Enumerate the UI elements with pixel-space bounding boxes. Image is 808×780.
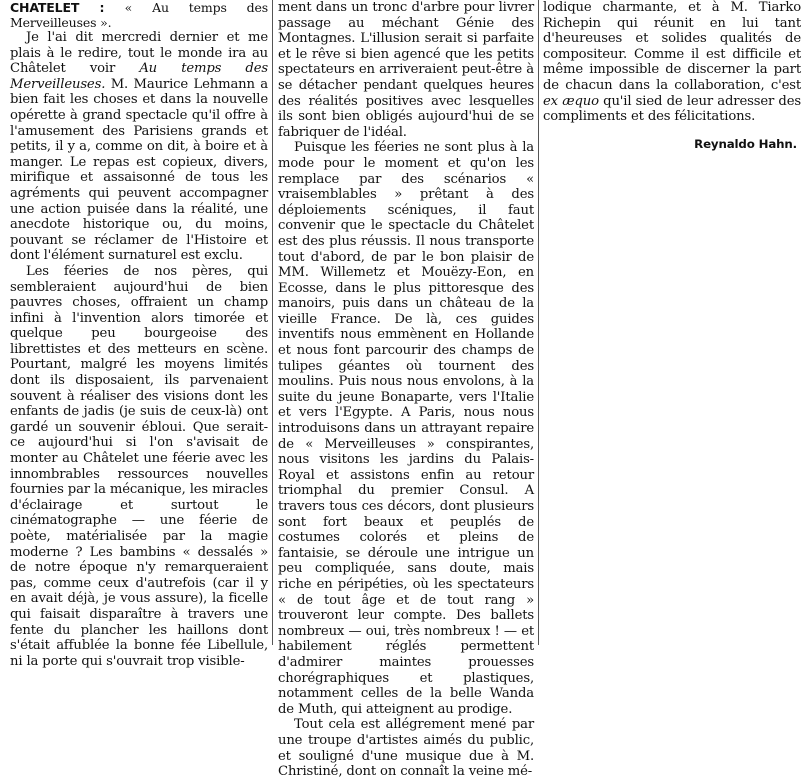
headline-title: « Au temps des Merveilleuses ». [10,0,268,30]
paragraph [10,30,268,264]
latin-phrase: ex æquo [543,93,599,109]
article-column-3 [543,0,801,645]
paragraph: ment dans un tronc d'arbre pour livrer passage au méchant Génie des Montagnes. L'illusion serait si parfaite et le rêve si bien agencé que les petits spectateurs en arriveraient peut-être à se détacher pendant quelques heures des réalités positives avec lesquelles ils sont bien obligés aujourd'hui de se fabriquer de l'idéal. [278,0,534,140]
paragraph: Tout cela est allégrement mené par une troupe d'artistes aimés du public, et souligné d'une musique due à M. Christiné, dont on connaît la veine mé- [278,717,534,780]
article-headline [10,0,268,30]
column-rule-right [538,0,539,645]
paragraph: Puisque les féeries ne sont plus à la mode pour le moment et qu'on les remplace par des scénarios « vraisemblables » prêtant à des déploiements scéniques, il faut convenir que le spectacle du Châtelet est des plus réussis. Il nous transporte tout d'abord, de par le bon plaisir de MM. Willemetz et Mouëzy-Eon, en Ecosse, dans le plus pittoresque des manoirs, puis dans un château de la vieille France. De là, ces guides inventifs nous emmènent en Hollande et nous font parcourir des champs de tulipes géantes où tournent des moulins. Puis nous nous envolons, à la suite du jeune Bonaparte, vers l'Italie et vers l'Egypte. A Paris, nous nous introduisons dans un attrayant repaire de « Merveilleuses » conspirantes, nous visitons les jardins du Palais-Royal et assistons enfin au retour triomphal du premier Consul. A travers tous ces décors, dont plusieurs sont fort beaux et peuplés de costumes colorés et pleins de fantaisie, se déroule une intrigue un peu compliquée, sans doute, mais riche en péripéties, où les spectateurs « de tout âge et de tout rang » trouveront leur compte. Des ballets nombreux — oui, très nombreux ! — et habilement réglés permettent d'admirer maintes prouesses chorégraphiques et plastiques, notamment celles de la belle Wanda de Muth, qui atteignent au prodige. [278,140,534,717]
show-title: Au temps des Merveilleuses. [10,61,268,92]
paragraph-text: Je l'ai dit mercredi dernier et me plais à le redire, tout le monde ira au Châtelet voir [10,30,268,77]
author-signature: Reynaldo Hahn. [694,136,797,151]
paragraph-text: qu'il sied de leur adresser des compliments et des félicitations. [543,93,801,125]
paragraph [543,0,801,125]
article-column-2 [278,0,534,780]
column-rule-left [272,0,273,645]
paragraph-text: lodique charmante, et à M. Tiarko Richepin qui réunit en lui tant d'heureuses et solides qualités de compositeur. Comme il est difficile et même impossible de discerner la part de chacun dans la collaboration, c'est [543,0,801,93]
paragraph: Les féeries de nos pères, qui sembleraient aujourd'hui de bien pauvres choses, offraient un champ infini à l'invention alors timorée et quelque peu bourgeoise des librettistes et des metteurs en scène. Pourtant, malgré les moyens limités dont ils disposaient, ils parvenaient souvent à réaliser des visions dont les enfants de jadis (je suis de ceux-là) ont gardé un souvenir ébloui. Que serait-ce aujourd'hui si l'on s'avisait de monter au Châtelet une féerie avec les innombrables ressources nouvelles fournies par la mécanique, les miracles d'éclairage et surtout le cinématographe — une féerie de poète, matérialisée par la magie moderne ? Les bambins « dessalés » de notre époque n'y remarqueraient pas, comme ceux d'autrefois (car il y en avait déjà, je vous assure), la ficelle qui faisait disparaître à travers une fente du plancher les haillons dont s'était affublée la bonne fée Libellule, ni la porte qui s'ouvrait trop visible- [10,263,268,669]
headline-venue: CHATELET : [10,0,105,15]
paragraph-text: M. Maurice Lehmann a bien fait les choses et dans la nouvelle opérette à grand spectacle qu'il offre à l'amusement des Parisiens grands et petits, il y a, comme on dit, à boire et à manger. Le repas est copieux, divers, mirifique et assaisonné de tous les agréments qui peuvent accompagner une action puisée dans la réalité, une anecdote historique ou, du moins, pouvant se réclamer de l'Histoire et dont l'élément surnaturel est exclu. [10,76,268,264]
article-column-1 [10,0,268,669]
